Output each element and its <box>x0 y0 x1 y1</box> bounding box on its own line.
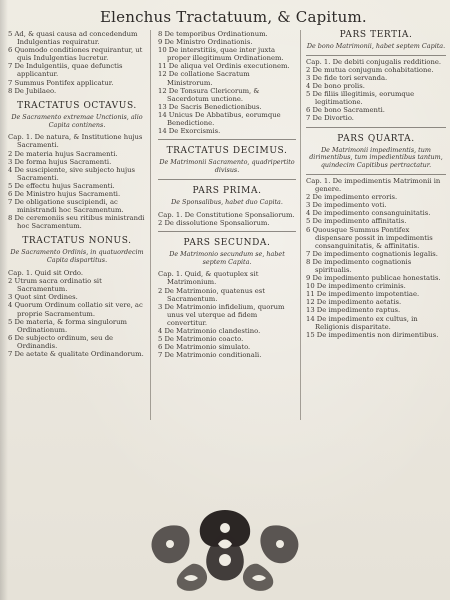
tractatus-nonus-description: De Sacramento Ordinis, in quatuordecim Capita dispartitus. <box>10 248 144 265</box>
pars-quarta-chapter: 7 De impedimento cognationis legalis. <box>306 249 438 258</box>
tractatus-decimus-heading: TRACTATUS DECIMUS. <box>166 146 288 157</box>
pars-quarta-chapter: 12 De impedimento aetatis. <box>306 298 402 307</box>
t9-chapter: 6 De subjecto ordinum, seu de Ordinandis. <box>8 333 114 350</box>
col2-entry: 9 De Ministro Ordinationis. <box>158 38 253 47</box>
pars-tertia-chapter: 4 De bono prolis. <box>306 82 365 91</box>
column-rule-2 <box>300 30 301 420</box>
pars-quarta-chapter: 10 De impedimento criminis. <box>306 282 406 291</box>
section-divider <box>306 55 446 56</box>
pars-tertia-chapter: Cap. 1. De debiti conjugalis redditione. <box>306 57 442 66</box>
column-2 <box>158 30 296 359</box>
pars-tertia-heading: PARS TERTIA. <box>339 30 413 40</box>
tractatus-nonus-heading: TRACTATUS NONUS. <box>22 236 132 247</box>
pars-tertia-chapter: 7 De Divortio. <box>306 114 354 123</box>
pars-secunda-chapter: 7 De Matrimonio conditionali. <box>158 351 262 360</box>
pars-tertia-chapter: 6 De bono Sacramenti. <box>306 106 385 115</box>
t8-chapter: 8 De ceremoniis seu ritibus ministrandi hoc Sacramentum. <box>8 214 145 231</box>
pars-quarta-chapter: 15 De impedimentis non dirimentibus. <box>306 330 439 339</box>
col1-entry: 7 Summus Pontifex applicatur. <box>8 78 114 87</box>
col2-entry: 12 De Tonsura Clericorum, & Sacerdotum unctione. <box>158 86 260 103</box>
pars-prima-heading: PARS PRIMA. <box>192 185 262 196</box>
pars-prima-description: De Sponsalibus, habet duo Capita. <box>171 197 283 206</box>
pars-prima-chapter: Cap. 1. De Constitutione Sponsaliorum. <box>158 210 295 219</box>
pars-quarta-description: De Matrimonii impedimentis, tum dirimentibus, tum impedientibus tantum, quindecim Capitibus pertractatur. <box>309 145 443 170</box>
pars-quarta-chapter: 5 De impedimento affinitatis. <box>306 217 407 226</box>
running-head: Elenchus Tractatuum, & Capitum. <box>100 8 367 26</box>
pars-secunda-chapter: 5 De Matrimonio coacto. <box>158 335 244 344</box>
pars-tertia-chapter: 3 De fide tori servanda. <box>306 73 388 82</box>
pars-quarta-chapter: 2 De impedimento erroris. <box>306 193 398 202</box>
col2-entry: 8 De temporibus Ordinationum. <box>158 30 268 38</box>
t9-chapter: 7 De aetate & qualitate Ordinandorum. <box>8 350 144 358</box>
col2-entry: 12 De collatione Sacratum Ministrorum. <box>158 70 250 87</box>
tractatus-octavus-description: De Sacramento extremae Unctionis, alio Capita continens. <box>11 112 143 129</box>
pars-quarta-chapter: 4 De impedimento consanguinitatis. <box>306 209 431 218</box>
column-rule-1 <box>150 30 151 420</box>
t8-chapter: 2 De materia hujus Sacramenti. <box>8 149 118 158</box>
column-3 <box>306 30 446 339</box>
section-divider <box>158 179 296 180</box>
col2-entry: 14 Unicus De Abbatibus, eorumque Benedictione. <box>158 110 281 128</box>
section-divider <box>158 231 296 232</box>
t8-chapter: 3 De forma hujus Sacramenti. <box>8 157 112 166</box>
t8-chapter: Cap. 1. De natura, & Institutione hujus Sacramenti. <box>8 133 143 150</box>
pars-quarta-chapter: 14 De impedimento ex cultus, in Religionis disparitate. <box>306 314 418 331</box>
t9-chapter: 2 Utrum sacra ordinatio sit Sacramentum. <box>8 277 102 294</box>
t8-chapter: 6 De Ministro hujus Sacramenti. <box>8 190 121 198</box>
col2-entry: 13 De Sacris Benedictionibus. <box>158 102 262 111</box>
section-divider <box>158 139 296 140</box>
col2-entry: 14 De Exorcismis. <box>158 127 221 136</box>
t8-chapter: 7 De obligatione suscipiendi, ac ministrandi hoc Sacramentum. <box>8 198 124 215</box>
section-divider <box>306 127 446 128</box>
tractatus-octavus-heading: TRACTATUS OCTAVUS. <box>17 100 137 111</box>
pars-quarta-heading: PARS QUARTA. <box>337 133 415 144</box>
pars-secunda-chapter: 3 De Matrimonio infidelium, quorum unus vel uterque ad fidem convertitur. <box>158 302 285 327</box>
t9-chapter: Cap. 1. Quid sit Ordo. <box>8 269 84 278</box>
t8-chapter: 4 De suscipiente, sive subjecto hujus Sacramenti. <box>8 165 136 182</box>
pars-secunda-chapter: 2 De Matrimonio, quatenus est Sacramentum. <box>158 286 265 303</box>
pars-prima-chapter: 2 De dissolutione Sponsaliorum. <box>158 218 270 227</box>
col1-entry: 8 De Jubilaeo. <box>8 86 57 95</box>
pars-quarta-chapter: 13 De impedimento raptus. <box>306 306 401 315</box>
pars-quarta-chapter: Cap. 1. De impedimentis Matrimonii in genere. <box>306 176 441 194</box>
pars-secunda-heading: PARS SECUNDA. <box>183 237 271 248</box>
pars-quarta-chapter: 9 De impedimento publicae honestatis. <box>306 274 441 283</box>
col2-entry: 10 De interstitiis, quae inter juxta proper illegitimum Ordinationem. <box>158 46 284 63</box>
tailpiece-ornament <box>140 500 310 592</box>
pars-quarta-chapter: 6 Quousque Summus Pontifex dispensare possit in impedimentis consanguinitatis, & affinitatis. <box>306 225 433 250</box>
pars-tertia-chapter: 2 De mutua conjugum cohabitatione. <box>306 65 434 74</box>
pars-secunda-chapter: Cap. 1. Quid, & quotuplex sit Matrimonium. <box>158 270 259 287</box>
pars-secunda-description: De Matrimonio secundum se, habet septem Capita. <box>169 249 285 266</box>
t9-chapter: 4 Quorum Ordinum collatio sit vere, ac proprie Sacramentum. <box>8 301 143 318</box>
t8-chapter: 5 De effectu hujus Sacramenti. <box>8 181 115 190</box>
col2-entry: 11 De aliqua vel Ordinis executionem. <box>158 62 290 71</box>
pars-secunda-chapter: 4 De Matrimonio clandestino. <box>158 327 261 336</box>
pars-quarta-chapter: 11 De impedimento impotentiae. <box>306 290 420 299</box>
t9-chapter: 5 De materia, & forma singulorum Ordinationum. <box>8 317 127 334</box>
pars-quarta-chapter: 3 De impedimento voti. <box>306 201 387 210</box>
page-gutter-shadow <box>0 0 8 600</box>
column-1 <box>8 30 146 358</box>
section-divider <box>306 174 446 175</box>
tractatus-decimus-description: De Matrimonii Sacramento, quadripertito divisus. <box>159 158 295 175</box>
pars-secunda-chapter: 6 De Matrimonio simulato. <box>158 343 251 352</box>
t9-chapter: 3 Quot sint Ordines. <box>8 293 78 302</box>
col1-entry: 6 Quomodo conditiones requirantur, ut quis Indulgentias lucretur. <box>8 46 143 63</box>
pars-tertia-chapter: 5 De filiis illegitimis, eorumque legitimatione. <box>306 90 415 107</box>
pars-quarta-chapter: 8 De impedimento cognationis spiritualis. <box>306 257 412 274</box>
pars-tertia-description: De bono Matrimonii, habet septem Capita. <box>306 42 446 50</box>
col1-entry: 7 De Indulgentiis, quae defunctis applicantur. <box>8 62 123 79</box>
col1-entry: 5 Ad, & quasi causa ad concedendum Indulgentias requiratur. <box>8 30 138 47</box>
